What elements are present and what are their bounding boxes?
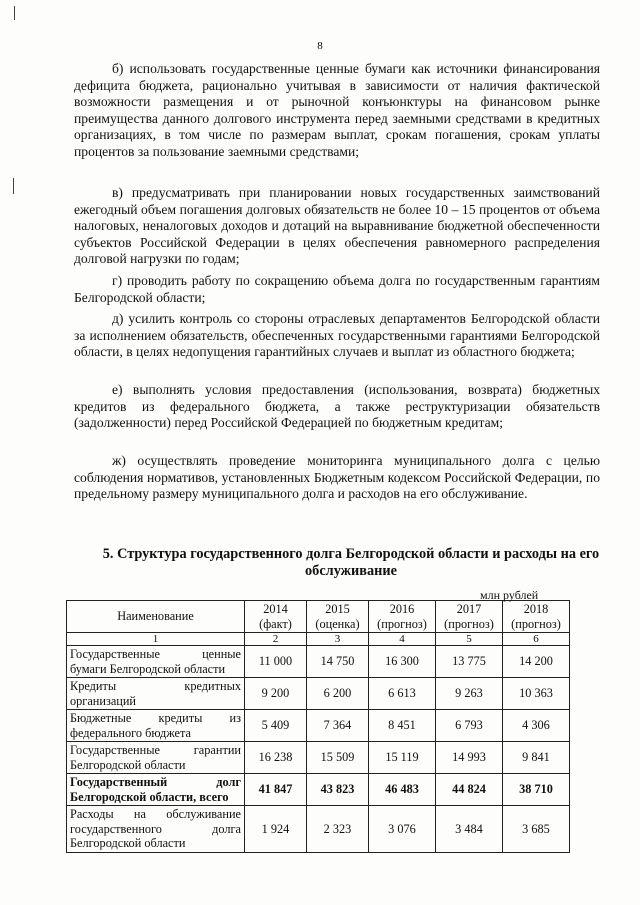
section-heading: 5. Структура государственного долга Белгородской области и расходы на его обслуживание	[102, 546, 600, 579]
paragraph-g	[74, 273, 600, 306]
row-value: 15 119	[369, 742, 436, 774]
table-row	[67, 742, 570, 774]
index-cell: 5	[436, 633, 503, 646]
header-2016-status: (прогноз)	[377, 616, 427, 631]
paragraph-v-text: в) предусматривать при планировании новых государственных заимствований ежегодный объем погашения долговых обязательств не более 10 – 15 процентов от объема налоговых, неналоговых доходов и дотаций на выравнивание бюджетной обеспеченности субъектов Российской Федерации в целях обеспечения равномерного распределения долговой нагрузки по годам;	[74, 185, 600, 267]
paragraph-zh-text: ж) осуществлять проведение мониторинга муниципального долга с целью соблюдения нормативов, установленных Бюджетным кодексом Российской Федерации, по предельному размеру муниципального долга и расходов на его обслуживание.	[74, 453, 600, 502]
paragraph-d	[74, 311, 600, 361]
header-2016	[369, 601, 436, 633]
header-2014	[245, 601, 307, 633]
row-value: 2 323	[307, 806, 369, 853]
table-header-row	[67, 601, 570, 633]
scan-mark-left	[13, 178, 14, 194]
scan-mark-top	[14, 6, 15, 20]
row-value: 41 847	[245, 774, 307, 806]
row-name: Государственные гарантии Белгородской области	[67, 742, 245, 774]
row-value: 3 484	[436, 806, 503, 853]
header-2015	[307, 601, 369, 633]
row-value: 5 409	[245, 710, 307, 742]
row-value: 44 824	[436, 774, 503, 806]
row-value: 16 238	[245, 742, 307, 774]
paragraph-b	[74, 61, 600, 161]
unit-label: млн рублей	[480, 588, 539, 602]
header-2017	[436, 601, 503, 633]
row-value: 38 710	[503, 774, 570, 806]
index-cell: 1	[67, 633, 245, 646]
row-value: 6 613	[369, 678, 436, 710]
index-cell: 3	[307, 633, 369, 646]
header-2014-status: (факт)	[259, 616, 292, 631]
index-cell: 4	[369, 633, 436, 646]
header-2017-status: (прогноз)	[444, 616, 494, 631]
page-number: 8	[317, 40, 323, 52]
row-value: 6 200	[307, 678, 369, 710]
row-value: 14 993	[436, 742, 503, 774]
header-2018-year: 2018	[523, 602, 549, 616]
row-name: Бюджетные кредиты из федерального бюджета	[67, 710, 245, 742]
paragraph-zh	[74, 453, 600, 503]
table-row	[67, 646, 570, 678]
paragraph-g-text: г) проводить работу по сокращению объема долга по государственным гарантиям Белгородской области;	[74, 273, 600, 305]
row-value: 43 823	[307, 774, 369, 806]
row-name: Государственные ценные бумаги Белгородской области	[67, 646, 245, 678]
table-row	[67, 806, 570, 853]
table-row	[67, 710, 570, 742]
paragraph-v	[74, 185, 600, 268]
table-row	[67, 678, 570, 710]
row-value: 15 509	[307, 742, 369, 774]
row-name: Кредиты кредитных организаций	[67, 678, 245, 710]
row-value: 1 924	[245, 806, 307, 853]
header-2016-year: 2016	[389, 602, 415, 616]
row-value: 8 451	[369, 710, 436, 742]
header-2017-year: 2017	[456, 602, 482, 616]
paragraph-e-text: е) выполнять условия предоставления (использования, возврата) бюджетных кредитов из федерального бюджета, а также реструктуризации обязательств (задолженности) перед Российской Федерацией по бюджетным кредитам;	[74, 382, 600, 431]
table-row-total	[67, 774, 570, 806]
row-value: 4 306	[503, 710, 570, 742]
header-2014-year: 2014	[263, 602, 288, 616]
row-value: 13 775	[436, 646, 503, 678]
header-2018-status: (прогноз)	[511, 616, 561, 631]
row-value: 9 200	[245, 678, 307, 710]
row-value: 14 200	[503, 646, 570, 678]
paragraph-e	[74, 382, 600, 432]
row-value: 10 363	[503, 678, 570, 710]
row-name: Государственный долг Белгородской области, всего	[67, 774, 245, 806]
index-cell: 6	[503, 633, 570, 646]
row-value: 9 263	[436, 678, 503, 710]
debt-structure-table	[66, 600, 570, 853]
row-value: 9 841	[503, 742, 570, 774]
row-name: Расходы на обслуживание государственного долга Белгородской области	[67, 806, 245, 853]
table-index-row	[67, 633, 570, 646]
header-2015-year: 2015	[325, 602, 350, 616]
row-value: 16 300	[369, 646, 436, 678]
index-cell: 2	[245, 633, 307, 646]
paragraph-d-text: д) усилить контроль со стороны отраслевых департаментов Белгородской области за исполнением обязательств, обеспеченных государственными гарантиями Белгородской области, в целях недопущения гарантийных случаев и выплат из областного бюджета;	[74, 311, 600, 360]
row-value: 46 483	[369, 774, 436, 806]
row-value: 14 750	[307, 646, 369, 678]
row-value: 3 076	[369, 806, 436, 853]
paragraph-b-text: б) использовать государственные ценные бумаги как источники финансирования дефицита бюджета, рационально учитывая в зависимости от наличия фактической возможности размещения и от рыночной конъюнктуры на финансовом рынке преимущества данного долгового инструмента перед заемными средствами в кредитных организациях, в том числе по размерам выплат, срокам погашения, срокам уплаты процентов за пользование заемными средствами;	[74, 61, 600, 159]
row-value: 7 364	[307, 710, 369, 742]
row-value: 3 685	[503, 806, 570, 853]
header-name: Наименование	[67, 601, 245, 633]
row-value: 6 793	[436, 710, 503, 742]
header-2015-status: (оценка)	[315, 616, 360, 631]
row-value: 11 000	[245, 646, 307, 678]
header-2018	[503, 601, 570, 633]
